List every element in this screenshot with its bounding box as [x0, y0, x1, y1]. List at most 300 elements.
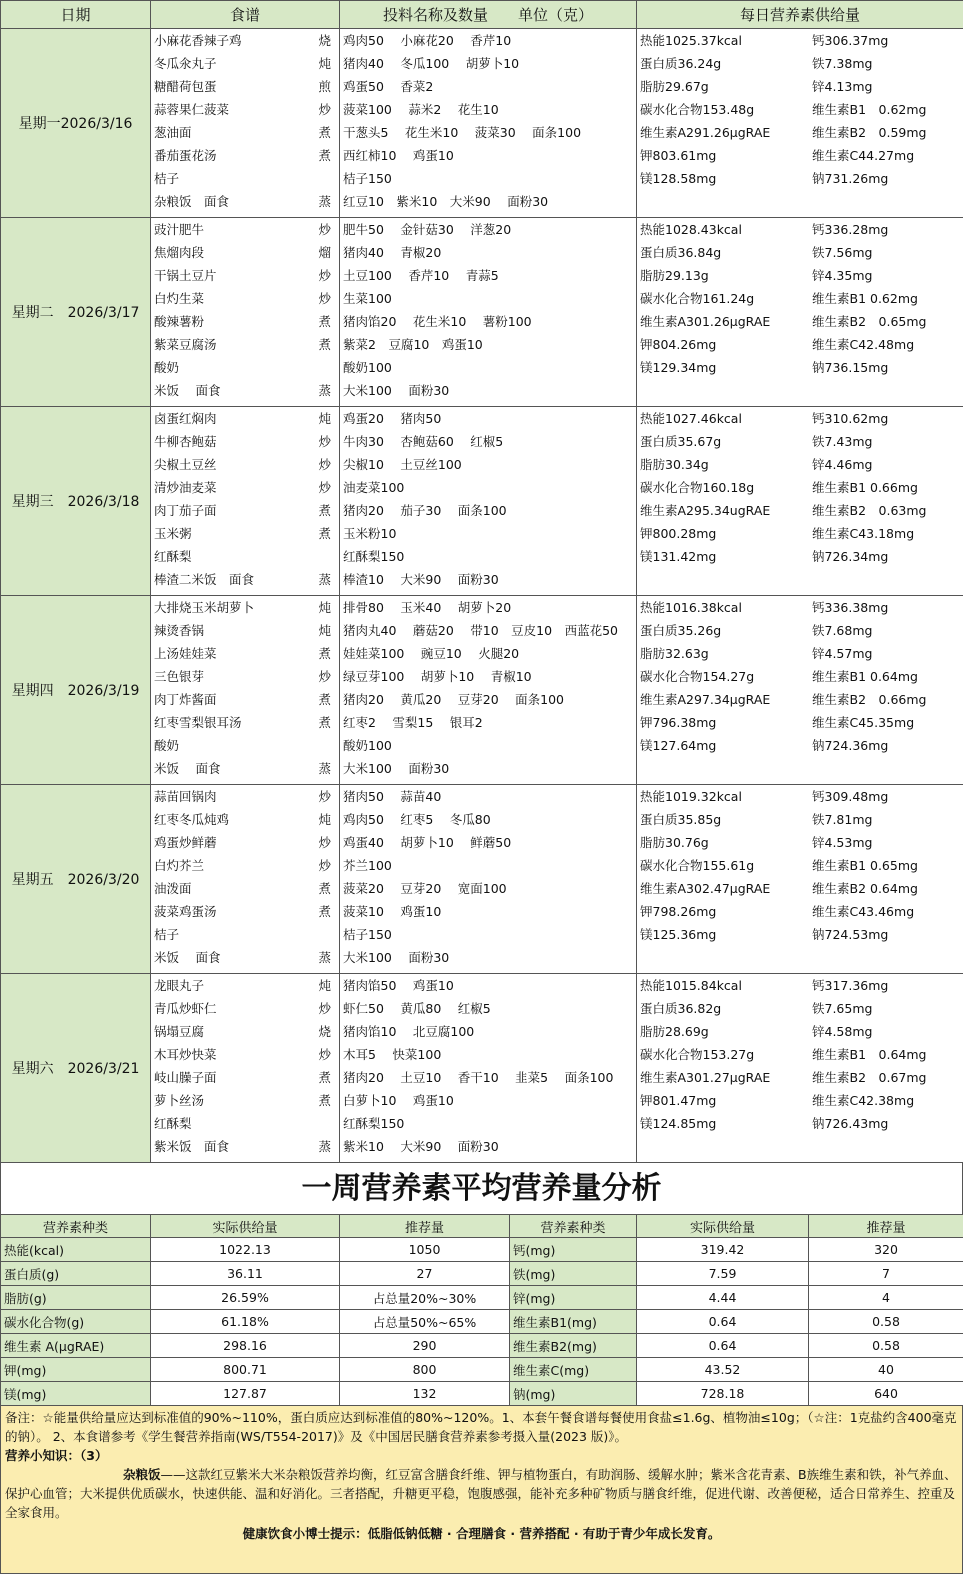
day-nutrition — [637, 407, 963, 596]
cooking-method: 炖 — [318, 411, 331, 426]
nutrition-line — [637, 877, 963, 900]
nutrition-line — [637, 1066, 963, 1089]
dish-item — [151, 167, 339, 190]
nutrient-name: 脂肪(g) — [1, 1286, 151, 1310]
nutrient-right: 铁7.56mg — [812, 245, 873, 260]
nutrient-left: 蛋白质36.84g — [640, 245, 722, 260]
dish-name: 糖醋荷包蛋 — [154, 79, 217, 94]
dish-name: 焦熘肉段 — [154, 245, 205, 260]
cooking-method: 蒸 — [318, 383, 331, 398]
cooking-method: 煮 — [318, 904, 331, 919]
day-date: 星期五 2026/3/20 — [1, 785, 151, 974]
day-row — [1, 974, 963, 1163]
ingredient-line: 桔子150 — [343, 927, 392, 942]
day-date: 星期四 2026/3/19 — [1, 596, 151, 785]
nutrition-line — [637, 499, 963, 522]
nutrition-line — [637, 75, 963, 98]
header-ingredients: 投料名称及数量 单位（克） — [340, 1, 637, 29]
recommended-value: 27 — [340, 1262, 510, 1286]
ingredient-line: 排骨80 玉米40 胡萝卜20 — [343, 600, 512, 615]
day-row — [1, 29, 963, 218]
dish-name: 牛柳杏鲍菇 — [154, 434, 217, 449]
remark-text: 备注：☆能量供给量应达到标准值的90%~110%，蛋白质应达到标准值的80%~120%。1、本套午餐食谱每餐使用食盐≤1.6g、植物油≤10g；（☆注：1克盐约含400毫克的钠）。 2、本食谱参考《学生餐营养指南(WS/T554-2017)》及《中国居民膳食营养素参考摄入量(2023 版)》。 — [5, 1410, 957, 1444]
nutrient-right: 钙336.38mg — [812, 600, 889, 615]
dish-name: 紫菜豆腐汤 — [154, 337, 217, 352]
nutrient-left: 脂肪29.13g — [640, 268, 709, 283]
dish-name: 红酥梨 — [154, 1116, 192, 1131]
nutrient-left: 钾804.26mg — [640, 337, 717, 352]
dish-item — [151, 264, 339, 287]
nutrition-line — [637, 1043, 963, 1066]
nutrient-left: 脂肪30.34g — [640, 457, 709, 472]
cooking-method: 炒 — [318, 858, 331, 873]
recommended-value: 1050 — [340, 1238, 510, 1262]
ingredient-line: 酸奶100 — [343, 360, 392, 375]
nutrient-right: 维生素B2 0.59mg — [812, 125, 927, 140]
day-row — [1, 785, 963, 974]
day-dishes — [151, 785, 340, 974]
summary-header-cell: 实际供给量 — [637, 1215, 809, 1238]
nutrition-line — [637, 831, 963, 854]
day-date: 星期一2026/3/16 — [1, 29, 151, 218]
nutrient-left: 维生素A302.47μgRAE — [640, 881, 771, 896]
dish-item — [151, 430, 339, 453]
nutrient-left: 镁125.36mg — [640, 927, 717, 942]
cooking-method: 煮 — [318, 1093, 331, 1108]
nutrient-right: 钙309.48mg — [812, 789, 889, 804]
recommended-value: 320 — [809, 1238, 963, 1262]
nutrition-line — [637, 688, 963, 711]
dish-item — [151, 98, 339, 121]
dish-name: 大排烧玉米胡萝卜 — [154, 600, 255, 615]
nutrient-left: 碳水化合物161.24g — [640, 291, 755, 306]
nutrition-line — [637, 29, 963, 52]
ingredient-line: 虾仁50 黄瓜80 红椒5 — [343, 1001, 491, 1016]
actual-value: 43.52 — [637, 1358, 809, 1382]
nutrient-left: 钾796.38mg — [640, 715, 717, 730]
nutrient-left: 镁131.42mg — [640, 549, 717, 564]
nutrient-summary-table — [0, 1214, 963, 1406]
day-date: 星期二 2026/3/17 — [1, 218, 151, 407]
dish-name: 菠菜鸡蛋汤 — [154, 904, 217, 919]
dish-item — [151, 287, 339, 310]
ingredient-line: 菠菜100 蒜米2 花生10 — [343, 102, 499, 117]
nutrient-left: 蛋白质36.24g — [640, 56, 722, 71]
cooking-method: 蒸 — [318, 950, 331, 965]
ingredient-line: 猪肉20 土豆10 香干10 韭菜5 面条100 — [343, 1070, 614, 1085]
nutrition-line — [637, 52, 963, 75]
ingredient-line: 菠菜20 豆芽20 宽面100 — [343, 881, 507, 896]
recommended-value: 0.58 — [809, 1310, 963, 1334]
dish-name: 小麻花香辣子鸡 — [154, 33, 242, 48]
nutrition-line — [637, 545, 963, 568]
nutrient-left: 钾798.26mg — [640, 904, 717, 919]
ingredient-line: 桔子150 — [343, 171, 392, 186]
dish-name: 干锅土豆片 — [154, 268, 217, 283]
dish-item — [151, 568, 339, 591]
notes-panel — [0, 1406, 963, 1574]
ingredient-line: 绿豆芽100 胡萝卜10 青椒10 — [343, 669, 532, 684]
nutrient-name: 铁(mg) — [510, 1262, 637, 1286]
nutrient-right: 钠726.43mg — [812, 1116, 889, 1131]
nutrient-name: 维生素B2(mg) — [510, 1334, 637, 1358]
ingredient-line: 土豆100 香芹10 青蒜5 — [343, 268, 499, 283]
nutrition-line — [637, 453, 963, 476]
day-nutrition — [637, 218, 963, 407]
header-nutrition: 每日营养素供给量 — [637, 1, 963, 29]
nutrition-line — [637, 642, 963, 665]
nutrient-left: 维生素A301.26μgRAE — [640, 314, 771, 329]
ingredient-line: 肥牛50 金针菇30 洋葱20 — [343, 222, 512, 237]
dish-name: 清炒油麦菜 — [154, 480, 217, 495]
dish-item — [151, 407, 339, 430]
cooking-method: 蒸 — [318, 1139, 331, 1154]
dish-name: 三色银芽 — [154, 669, 205, 684]
nutrition-line — [637, 711, 963, 734]
tips-label: 营养小知识：（3） — [5, 1448, 108, 1463]
nutrient-right: 维生素B1 0.65mg — [812, 858, 918, 873]
nutrition-line — [637, 241, 963, 264]
dish-name: 锅塌豆腐 — [154, 1024, 205, 1039]
nutrition-line — [637, 1020, 963, 1043]
recommended-value: 占总量50%~65% — [340, 1310, 510, 1334]
dish-item — [151, 379, 339, 402]
cooking-method: 炒 — [318, 457, 331, 472]
dish-item — [151, 29, 339, 52]
nutrient-right: 钠726.34mg — [812, 549, 889, 564]
day-ingredients — [340, 29, 637, 218]
nutrient-left: 脂肪32.63g — [640, 646, 709, 661]
cooking-method: 煮 — [318, 337, 331, 352]
dish-item — [151, 734, 339, 757]
nutrition-line — [637, 923, 963, 946]
nutrient-right: 钙336.28mg — [812, 222, 889, 237]
tips-body: ——这款红豆紫米大米杂粮饭营养均衡，红豆富含膳食纤维、钾与植物蛋白，有助润肠、缓解水肿；紫米含花青素、B族维生素和铁，补气养血、保护心血管；大米提供优质碳水，快速供能、温和好消化。三者搭配，升糖更平稳，饱腹感强，能补充多种矿物质与膳食纤维，促进代谢、改善便秘，适合日常养生、控重及全家食用。 — [5, 1467, 957, 1520]
cooking-method: 炒 — [318, 291, 331, 306]
dish-name: 鸡蛋炒鲜蘑 — [154, 835, 217, 850]
nutrient-right: 钙317.36mg — [812, 978, 889, 993]
nutrient-left: 维生素A297.34μgRAE — [640, 692, 771, 707]
nutrient-left: 钾800.28mg — [640, 526, 717, 541]
actual-value: 36.11 — [151, 1262, 340, 1286]
cooking-method: 炖 — [318, 812, 331, 827]
dish-name: 紫米饭 面食 — [154, 1139, 230, 1154]
dish-item — [151, 997, 339, 1020]
nutrient-left: 钾803.61mg — [640, 148, 717, 163]
dish-name: 油泼面 — [154, 881, 192, 896]
cooking-method: 烧 — [318, 1024, 331, 1039]
nutrition-line — [637, 430, 963, 453]
day-nutrition — [637, 974, 963, 1163]
nutrient-right: 锌4.53mg — [812, 835, 873, 850]
dish-item — [151, 333, 339, 356]
summary-header-cell: 推荐量 — [340, 1215, 510, 1238]
nutrient-name: 钠(mg) — [510, 1382, 637, 1406]
nutrient-right: 维生素C44.27mg — [812, 148, 915, 163]
dish-item — [151, 75, 339, 98]
cooking-method: 煮 — [318, 715, 331, 730]
ingredient-line: 生菜100 — [343, 291, 392, 306]
dish-name: 桔子 — [154, 171, 180, 186]
summary-row — [1, 1334, 963, 1358]
day-row — [1, 218, 963, 407]
dish-item — [151, 52, 339, 75]
day-ingredients — [340, 407, 637, 596]
day-dishes — [151, 596, 340, 785]
dish-name: 龙眼丸子 — [154, 978, 205, 993]
summary-row — [1, 1382, 963, 1406]
cooking-method: 炒 — [318, 480, 331, 495]
dish-item — [151, 711, 339, 734]
nutrition-line — [637, 167, 963, 190]
recommended-value: 132 — [340, 1382, 510, 1406]
nutrition-line — [637, 1089, 963, 1112]
ingredient-line: 油麦菜100 — [343, 480, 405, 495]
ingredient-line: 猪肉50 蒜苗40 — [343, 789, 442, 804]
cooking-method: 炖 — [318, 600, 331, 615]
ingredient-line: 牛肉30 杏鲍菇60 红椒5 — [343, 434, 504, 449]
recommended-value: 640 — [809, 1382, 963, 1406]
cooking-method: 炒 — [318, 1047, 331, 1062]
summary-row — [1, 1286, 963, 1310]
recommended-value: 0.58 — [809, 1334, 963, 1358]
nutrient-right: 维生素C45.35mg — [812, 715, 915, 730]
summary-row — [1, 1238, 963, 1262]
ingredient-line: 猪肉20 黄瓜20 豆芽20 面条100 — [343, 692, 564, 707]
ingredient-line: 猪肉馅20 花生米10 薯粉100 — [343, 314, 532, 329]
nutrient-left: 脂肪30.76g — [640, 835, 709, 850]
nutrient-left: 镁127.64mg — [640, 738, 717, 753]
cooking-method: 煮 — [318, 1070, 331, 1085]
nutrition-line — [637, 287, 963, 310]
dish-name: 岐山臊子面 — [154, 1070, 217, 1085]
cooking-method: 蒸 — [318, 572, 331, 587]
ingredient-line: 猪肉40 青椒20 — [343, 245, 442, 260]
ingredient-line: 红豆10 紫米10 大米90 面粉30 — [343, 194, 549, 209]
actual-value: 0.64 — [637, 1334, 809, 1358]
nutrition-line — [637, 734, 963, 757]
nutrient-left: 热能1016.38kcal — [640, 600, 742, 615]
day-dishes — [151, 29, 340, 218]
actual-value: 728.18 — [637, 1382, 809, 1406]
day-dishes — [151, 407, 340, 596]
dish-item — [151, 121, 339, 144]
dish-item — [151, 1135, 339, 1158]
ingredient-line: 娃娃菜100 豌豆10 火腿20 — [343, 646, 520, 661]
nutrition-line — [637, 785, 963, 808]
ingredient-line: 鸡肉50 小麻花20 香芹10 — [343, 33, 512, 48]
nutrient-right: 钠736.15mg — [812, 360, 889, 375]
ingredient-line: 芥兰100 — [343, 858, 392, 873]
nutrient-right: 钙306.37mg — [812, 33, 889, 48]
nutrient-right: 维生素B2 0.65mg — [812, 314, 927, 329]
cooking-method: 烧 — [318, 33, 331, 48]
recommended-value: 4 — [809, 1286, 963, 1310]
ingredient-line: 猪肉馅10 北豆腐100 — [343, 1024, 475, 1039]
nutrient-right: 锌4.35mg — [812, 268, 873, 283]
nutrient-left: 脂肪28.69g — [640, 1024, 709, 1039]
nutrition-line — [637, 356, 963, 379]
nutrient-right: 维生素C42.48mg — [812, 337, 915, 352]
nutrition-line — [637, 121, 963, 144]
header-menu: 食谱 — [151, 1, 340, 29]
dish-item — [151, 900, 339, 923]
cooking-method: 熘 — [318, 245, 331, 260]
ingredient-line: 紫米10 大米90 面粉30 — [343, 1139, 499, 1154]
nutrient-left: 脂肪29.67g — [640, 79, 709, 94]
day-dishes — [151, 974, 340, 1163]
dish-name: 红枣冬瓜炖鸡 — [154, 812, 230, 827]
recommended-value: 290 — [340, 1334, 510, 1358]
nutrition-line — [637, 596, 963, 619]
nutrition-line — [637, 1112, 963, 1135]
ingredient-line: 木耳5 快菜100 — [343, 1047, 442, 1062]
dish-name: 蒜蓉果仁菠菜 — [154, 102, 230, 117]
day-nutrition — [637, 785, 963, 974]
day-date: 星期三 2026/3/18 — [1, 407, 151, 596]
nutrient-left: 热能1025.37kcal — [640, 33, 742, 48]
dish-item — [151, 1020, 339, 1043]
day-ingredients — [340, 785, 637, 974]
cooking-method: 炒 — [318, 102, 331, 117]
summary-title: 一周营养素平均营养量分析 — [0, 1163, 963, 1214]
nutrition-line — [637, 900, 963, 923]
dish-item — [151, 476, 339, 499]
ingredient-line: 大米100 面粉30 — [343, 383, 450, 398]
ingredient-line: 干葱头5 花生米10 菠菜30 面条100 — [343, 125, 582, 140]
dish-name: 米饭 面食 — [154, 383, 221, 398]
actual-value: 298.16 — [151, 1334, 340, 1358]
cooking-method: 炒 — [318, 222, 331, 237]
nutrition-line — [637, 619, 963, 642]
nutrition-line — [637, 407, 963, 430]
nutrient-right: 铁7.43mg — [812, 434, 873, 449]
nutrient-left: 热能1019.32kcal — [640, 789, 742, 804]
dish-item — [151, 619, 339, 642]
actual-value: 7.59 — [637, 1262, 809, 1286]
ingredient-line: 猪肉丸40 蘑菇20 带10 豆皮10 西蓝花50 — [343, 623, 618, 638]
recommended-value: 40 — [809, 1358, 963, 1382]
cooking-method: 煮 — [318, 125, 331, 140]
nutrient-left: 蛋白质36.82g — [640, 1001, 722, 1016]
nutrient-right: 钠724.53mg — [812, 927, 889, 942]
recommended-value: 800 — [340, 1358, 510, 1382]
dish-item — [151, 218, 339, 241]
nutrient-right: 锌4.58mg — [812, 1024, 873, 1039]
ingredient-line: 鸡蛋20 猪肉50 — [343, 411, 442, 426]
nutrient-right: 铁7.65mg — [812, 1001, 873, 1016]
actual-value: 26.59% — [151, 1286, 340, 1310]
nutrient-left: 维生素A295.34ugRAE — [640, 503, 771, 518]
day-ingredients — [340, 596, 637, 785]
nutrient-name: 维生素B1(mg) — [510, 1310, 637, 1334]
cooking-method: 煮 — [318, 503, 331, 518]
day-row — [1, 596, 963, 785]
nutrient-name: 热能(kcal) — [1, 1238, 151, 1262]
ingredient-line: 鸡肉50 红枣5 冬瓜80 — [343, 812, 491, 827]
nutrient-name: 钾(mg) — [1, 1358, 151, 1382]
tips-item: 杂粮饭 — [123, 1467, 161, 1482]
cooking-method: 煮 — [318, 692, 331, 707]
dish-name: 酸奶 — [154, 360, 180, 375]
actual-value: 1022.13 — [151, 1238, 340, 1262]
dish-name: 卤蛋红焖肉 — [154, 411, 217, 426]
nutrient-left: 碳水化合物154.27g — [640, 669, 755, 684]
cooking-method: 炖 — [318, 623, 331, 638]
nutrient-left: 碳水化合物153.27g — [640, 1047, 755, 1062]
day-ingredients — [340, 218, 637, 407]
dish-name: 木耳炒快菜 — [154, 1047, 217, 1062]
nutrient-left: 镁129.34mg — [640, 360, 717, 375]
dish-item — [151, 1043, 339, 1066]
cooking-method: 炒 — [318, 669, 331, 684]
cooking-method: 煮 — [318, 881, 331, 896]
cooking-method: 煮 — [318, 646, 331, 661]
ingredient-line: 西红柿10 鸡蛋10 — [343, 148, 454, 163]
nutrition-line — [637, 522, 963, 545]
summary-header-cell: 推荐量 — [809, 1215, 963, 1238]
menu-header-row — [1, 1, 963, 29]
dish-name: 豉汁肥牛 — [154, 222, 205, 237]
cooking-method: 煎 — [318, 79, 331, 94]
dish-item — [151, 665, 339, 688]
summary-header-cell: 营养素种类 — [510, 1215, 637, 1238]
nutrient-name: 碳水化合物(g) — [1, 1310, 151, 1334]
nutrient-left: 镁128.58mg — [640, 171, 717, 186]
nutrient-right: 锌4.46mg — [812, 457, 873, 472]
ingredient-line: 玉米粉10 — [343, 526, 397, 541]
recommended-value: 占总量20%~30% — [340, 1286, 510, 1310]
ingredient-line: 红枣2 雪梨15 银耳2 — [343, 715, 483, 730]
nutrient-left: 碳水化合物153.48g — [640, 102, 755, 117]
nutrition-line — [637, 854, 963, 877]
summary-row — [1, 1310, 963, 1334]
dish-name: 辣烫香锅 — [154, 623, 205, 638]
nutrient-right: 铁7.38mg — [812, 56, 873, 71]
dish-name: 白灼芥兰 — [154, 858, 205, 873]
summary-header-cell: 营养素种类 — [1, 1215, 151, 1238]
dish-item — [151, 190, 339, 213]
dish-name: 肉丁茄子面 — [154, 503, 217, 518]
dish-item — [151, 356, 339, 379]
recommended-value: 7 — [809, 1262, 963, 1286]
dish-name: 红酥梨 — [154, 549, 192, 564]
nutrition-line — [637, 333, 963, 356]
nutrient-right: 维生素B2 0.67mg — [812, 1070, 927, 1085]
nutrient-right: 维生素C43.46mg — [812, 904, 915, 919]
nutrient-left: 钾801.47mg — [640, 1093, 717, 1108]
ingredient-line: 白萝卜10 鸡蛋10 — [343, 1093, 454, 1108]
dish-item — [151, 923, 339, 946]
actual-value: 4.44 — [637, 1286, 809, 1310]
cooking-method: 煮 — [318, 526, 331, 541]
summary-header-row — [1, 1215, 963, 1238]
cooking-method: 炖 — [318, 56, 331, 71]
ingredient-line: 猪肉40 冬瓜100 胡萝卜10 — [343, 56, 520, 71]
nutrient-right: 维生素B1 0.62mg — [812, 291, 918, 306]
dish-item — [151, 642, 339, 665]
dish-name: 上汤娃娃菜 — [154, 646, 217, 661]
actual-value: 319.42 — [637, 1238, 809, 1262]
dish-name: 米饭 面食 — [154, 950, 221, 965]
actual-value: 0.64 — [637, 1310, 809, 1334]
nutrient-left: 镁124.85mg — [640, 1116, 717, 1131]
nutrient-right: 维生素C43.18mg — [812, 526, 915, 541]
dish-item — [151, 499, 339, 522]
ingredient-line: 鸡蛋50 香菜2 — [343, 79, 434, 94]
dish-item — [151, 974, 339, 997]
dish-item — [151, 1066, 339, 1089]
